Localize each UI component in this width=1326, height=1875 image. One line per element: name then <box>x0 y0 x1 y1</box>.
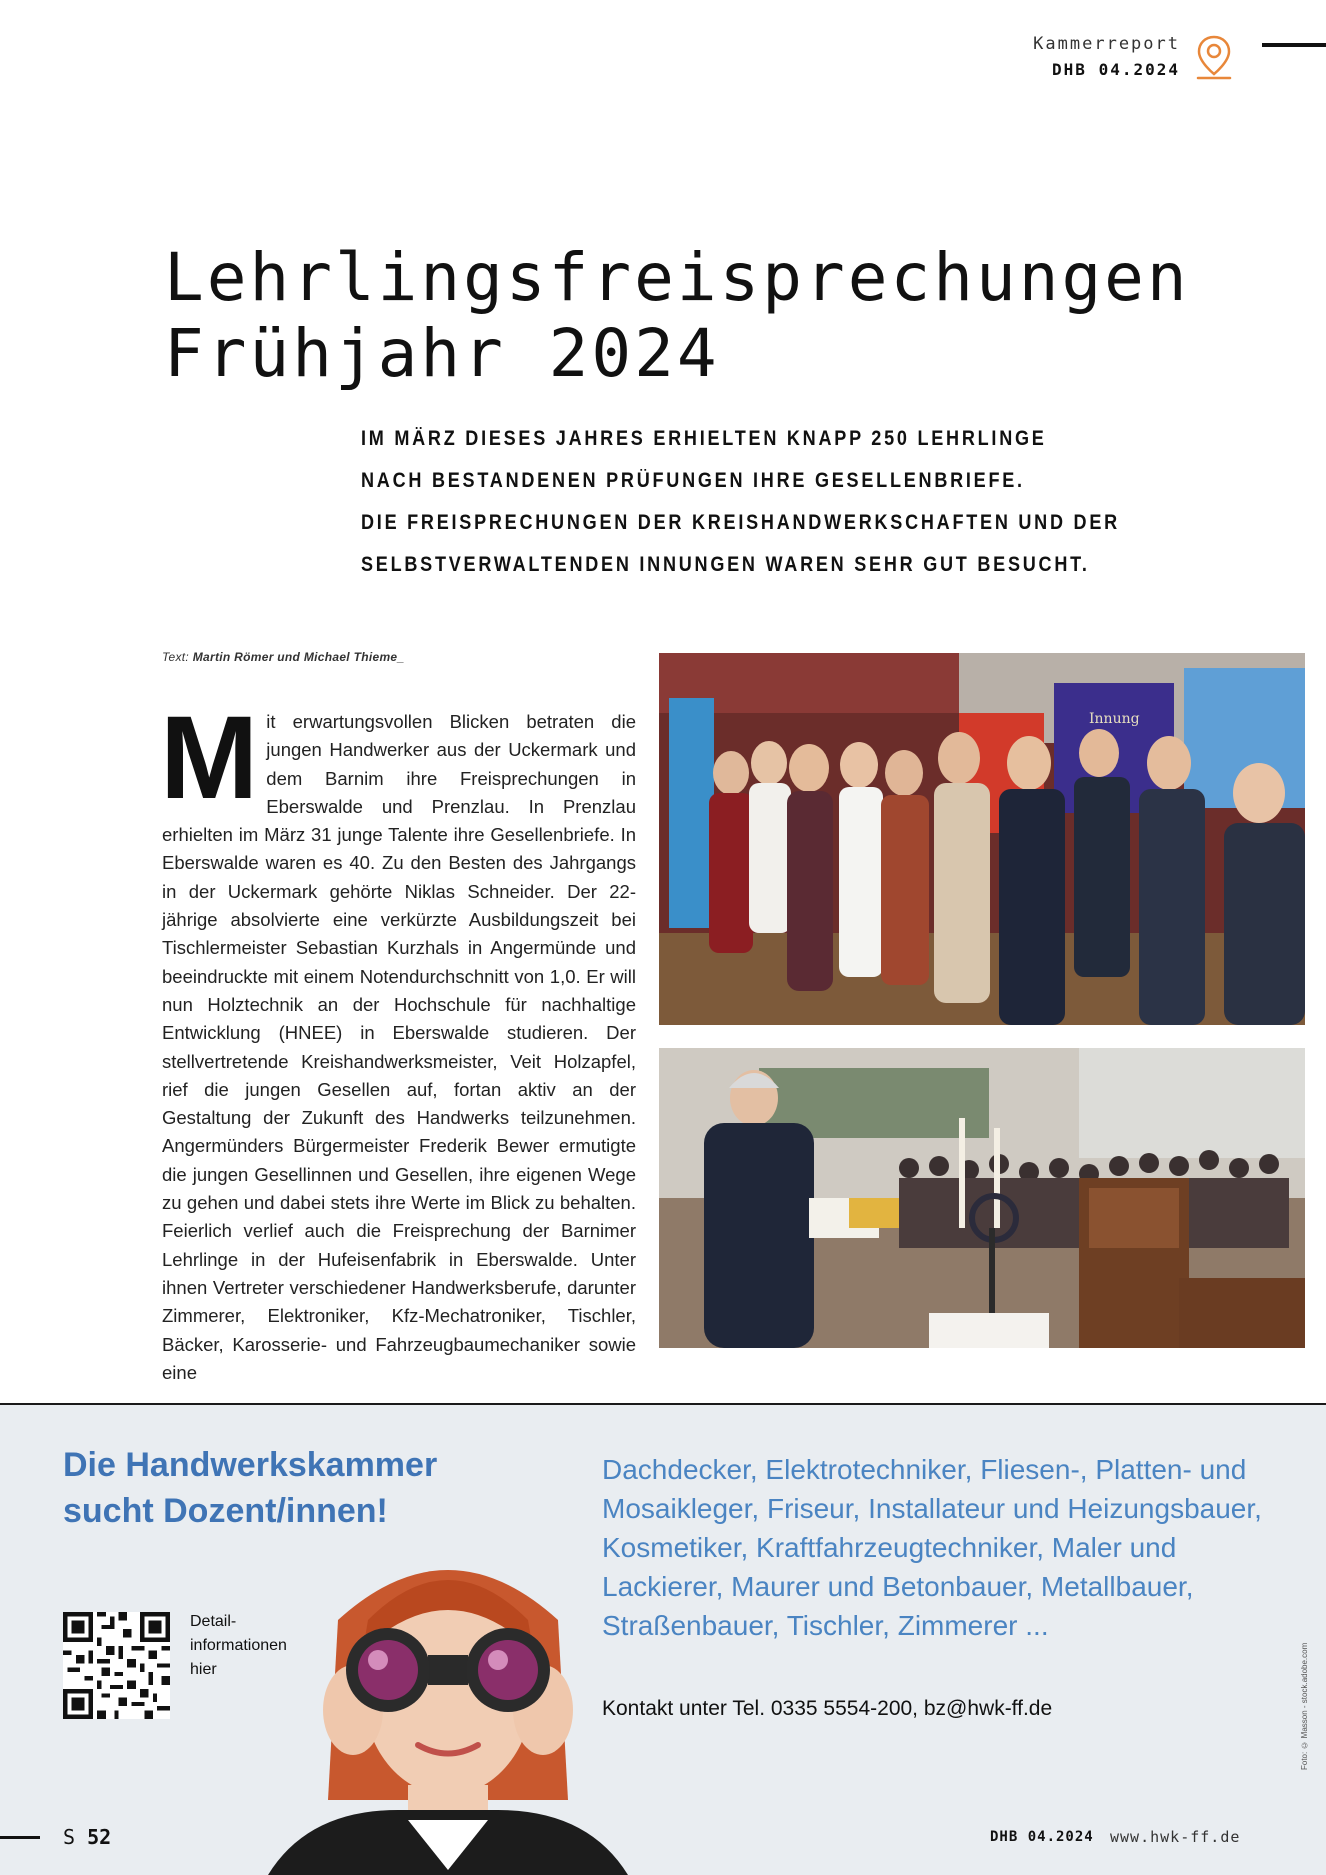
banner-text: Innung <box>1089 711 1140 727</box>
ad-headline: Die Handwerkskammer sucht Dozent/innen! <box>63 1446 438 1530</box>
footer-issue: DHB 04.2024 <box>990 1829 1094 1845</box>
location-pin-icon <box>1192 34 1236 82</box>
qr-label-line: Detail- <box>190 1613 237 1630</box>
article-body <box>160 692 636 1383</box>
lead-line: IM MÄRZ DIESES JAHRES ERHIELTEN KNAPP 250 LEHRLINGE <box>361 427 1047 450</box>
drop-cap: M <box>160 692 259 824</box>
photo-apprentices-group <box>659 653 1305 1025</box>
ad-trades-list: Dachdecker, Elektrotechniker, Fliesen-, Platten- und Mosaikleger, Friseur, Installateur und Heizungsbauer, Kosmetiker, Kraftfahrzeugtechniker, Maler und Lackierer, Maurer und Betonbauer, Metallbauer, Straßenbauer, Tischler, Zimmerer ... <box>602 1454 1262 1641</box>
photo-credit: Foto: © Masson - stock.adobe.com <box>1300 1642 1309 1770</box>
issue-label: DHB 04.2024 <box>1052 60 1180 79</box>
page-number-value: 52 <box>87 1825 112 1849</box>
qr-code-icon[interactable] <box>63 1612 170 1719</box>
qr-label-line: hier <box>190 1661 217 1678</box>
title-line-1: Lehrlingsfreisprechungen <box>164 239 1190 316</box>
photo-apprentices-group-image <box>659 653 1305 1025</box>
byline-authors: Martin Römer und Michael Thieme_ <box>192 650 405 664</box>
body-text: it erwartungsvollen Blicken betraten die jungen Handwerker aus der Uckermark und dem Barnim ihre Freisprechungen in Eberswalde und Prenzlau. In Prenzlau erhielten im März 31 junge Talente ihre Gesellenbriefe. In Eberswalde waren es 40. Zu den Besten des Jahrgangs in der Uckermark gehörte Niklas Schneider. Der 22-jährige absolvierte eine verkürzte Ausbildungszeit bei Tischlermeister Sebastian Kurzhals in Angermünde und beeindruckte mit einem Notendurchschnitt von 1,0. Er will nun Holztechnik an der Hochschule für nachhaltige Entwicklung (HNEE) in Eberswalde studieren. Der stellvertretende Kreishandwerksmeister, Veit Holzapfel, rief die jungen Gesellen auf, fortan aktiv an der Gestaltung der Zukunft des Handwerks teilzunehmen. Angermünders Bürgermeister Frederik Bewer ermutigte die jungen Gesellinnen und Gesellen, ihre eigenen Wege zu gehen und dabei stets ihre Werte im Blick zu behalten. Feierlich verlief auch die Freisprechung der Barnimer Lehrlinge in der Hufeisenfabrik in Eberswalde. Unter ihnen Vertreter verschiedener Handwerksberufe, darunter Zimmerer, Elektroniker, Kfz-Mechatroniker, Tischler, Bäcker, Karosserie- und Fahrzeugbaumechaniker sowie eine <box>162 711 636 1383</box>
woman-with-binoculars-image <box>268 1540 628 1875</box>
header-rule <box>1262 43 1326 47</box>
article-lead <box>361 418 1211 586</box>
title-line-2: Frühjahr 2024 <box>164 315 720 392</box>
section-label: Kammerreport <box>1033 34 1180 54</box>
qr-label-line: informationen <box>190 1637 287 1654</box>
lead-line: NACH BESTANDENEN PRÜFUNGEN IHRE GESELLENBRIEFE. <box>361 469 1025 492</box>
page-prefix: S <box>63 1825 76 1849</box>
lead-line: DIE FREISPRECHUNGEN DER KREISHANDWERKSCHAFTEN UND DER <box>361 511 1120 534</box>
article-title <box>164 240 1264 392</box>
footer-rule <box>0 1836 40 1839</box>
page-number <box>63 1825 111 1849</box>
byline <box>162 650 404 664</box>
byline-label: Text: <box>162 650 190 664</box>
lead-line: SELBSTVERWALTENDEN INNUNGEN WAREN SEHR GUT BESUCHT. <box>361 553 1090 576</box>
photo-ceremony-speaker <box>659 1048 1305 1348</box>
ad-contact[interactable]: Kontakt unter Tel. 0335 5554-200, bz@hwk-ff.de <box>602 1697 1053 1720</box>
photo-ceremony-speaker-image <box>659 1048 1305 1348</box>
footer-url[interactable]: www.hwk-ff.de <box>1110 1828 1241 1846</box>
